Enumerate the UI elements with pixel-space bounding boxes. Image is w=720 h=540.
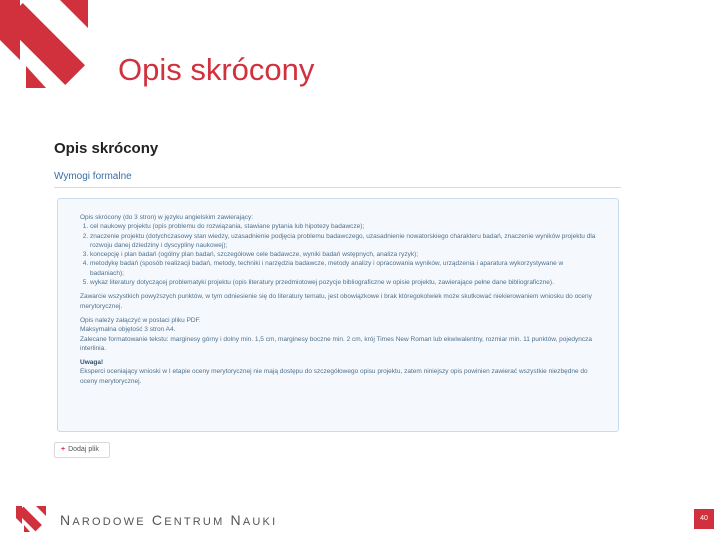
add-file-button[interactable] xyxy=(54,442,110,458)
requirement-item: 2. znaczenie projektu (dotychczasowy stan wiedzy, uzasadnienie podjęcia problemu badawczego, uzasadnienie nowatorskiego charakteru badań, znaczenie wyników projektu dla rozwoju danej dziedziny i dyscypliny naukowej); xyxy=(90,232,596,251)
page-number-badge: 40 xyxy=(694,509,714,529)
warning-text: Eksperci oceniający wnioski w I etapie oceny merytorycznej nie mają dostępu do szczegółowego opisu projektu, zatem niniejszy opis powinien zawierać wszystkie niezbędne do oceny merytorycznej. xyxy=(80,368,588,385)
requirement-item: 5. wykaz literatury dotyczącej problematyki projektu (opis literatury przedmiotowej pozycje bibliograficzne w opisie projektu, zawierające pełne dane bibliograficzne). xyxy=(90,278,596,287)
ncn-logo-icon xyxy=(0,0,88,88)
add-file-label: Dodaj plik xyxy=(68,446,99,453)
requirement-item: 3. koncepcję i plan badań (ogólny plan badań, szczegółowe cele badawcze, wyniki badań wstępnych, analiza ryzyk); xyxy=(90,250,596,259)
form-title: Opis skrócony xyxy=(54,140,159,157)
form-subtitle: Wymogi formalne xyxy=(54,171,132,182)
format-line: Maksymalna objętość 3 stron A4. xyxy=(80,326,176,334)
requirement-item: 1. cel naukowy projektu (opis problemu do rozwiązania, stawiane pytania lub hipotezy badawcze); xyxy=(90,222,596,231)
warning-label: Uwaga! xyxy=(80,359,104,367)
requirements-list xyxy=(80,222,596,287)
format-line: Opis należy załączyć w postaci pliku PDF. xyxy=(80,316,201,324)
format-line: Zalecane formatowanie tekstu: marginesy górny i dolny min. 1,5 cm, marginesy boczne min. 2 cm, krój Times New Roman lub ekwiwalentny, rozmiar min. 11 punktów, pojedyncza interlinia. xyxy=(80,335,593,352)
form-screenshot xyxy=(50,130,625,460)
requirements-intro: Opis skrócony (do 3 stron) w języku angielskim zawierający: xyxy=(80,214,254,221)
plus-icon: + xyxy=(61,446,66,453)
ncn-footer-logo-icon xyxy=(16,506,46,532)
footer-brand: NARODOWE CENTRUM NAUKI xyxy=(60,512,278,528)
requirements-box xyxy=(57,198,619,432)
divider xyxy=(54,187,621,188)
slide-title: Opis skrócony xyxy=(118,52,315,87)
requirement-item: 4. metodykę badań (sposób realizacji badań, metody, techniki i narzędzia badawcze, metody analizy i opracowania wyników, urządzenia i aparatura wykorzystywane w badaniach); xyxy=(90,259,596,278)
requirements-note: Zawarcie wszystkich powyższych punktów, w tym odniesienie się do literatury tematu, jest obowiązkowe i brak któregokolwiek może skutkować niekierowaniem wniosku do oceny merytorycznej. xyxy=(80,293,592,310)
